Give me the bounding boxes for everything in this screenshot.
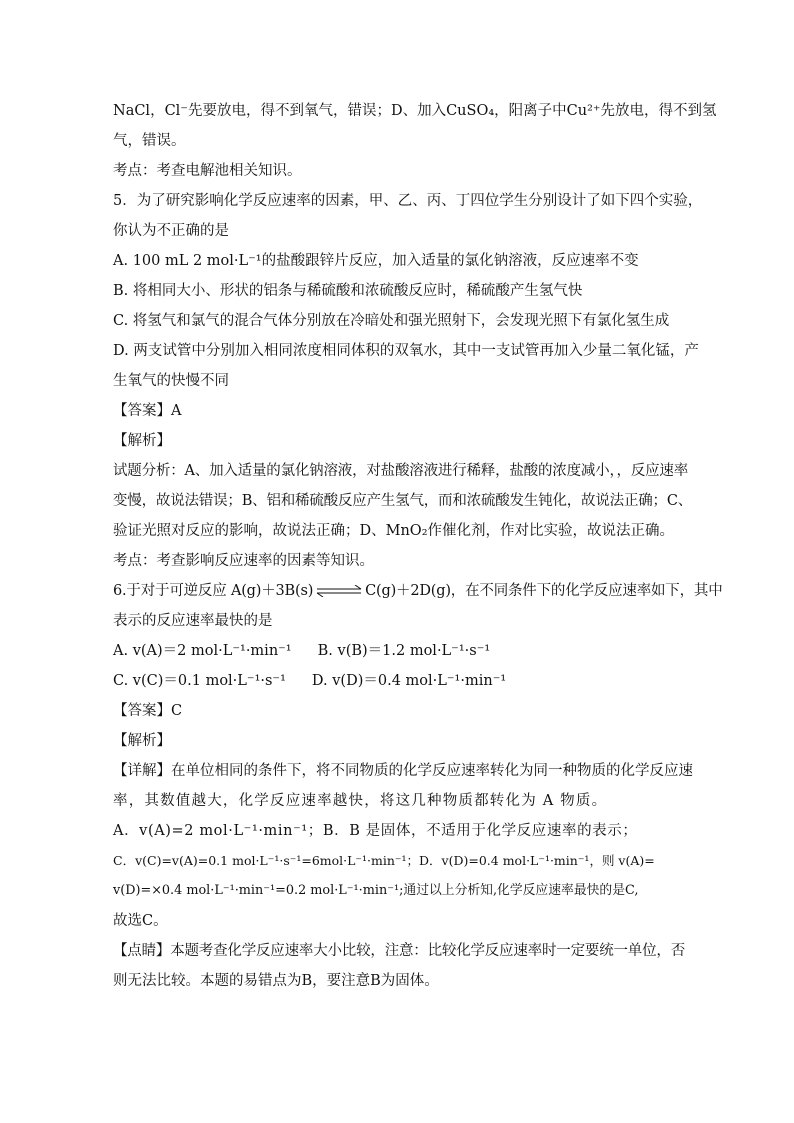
question-6-options-ab <box>113 636 693 666</box>
key-point-text: 则无法比较。本题的易错点为B，要注意B为固体。 <box>113 973 439 989</box>
question-5-option-c: C. 将氢气和氯气的混合气体分别放在冷暗处和强光照射下，会发现光照下有氯化氢生成 <box>113 313 670 329</box>
question-5-option-d: D. 两支试管中分别加入相同浓度相同体积的双氧水，其中一支试管再加入少量二氧化锰，产 <box>113 343 699 359</box>
question-5-stem: 你认为不正确的是 <box>113 223 229 239</box>
detail-text: C．v(C)=v(A)=0.1 mol·L⁻¹·s⁻¹=6mol·L⁻¹·min⁻¹；D．v(D)=0.4 mol·L⁻¹·min⁻¹，则 v(A)= <box>113 853 655 868</box>
analysis-text: 变慢，故说法错误；B、铝和稀硫酸反应产生氢气，而和浓硫酸发生钝化，故说法正确；C、 <box>113 493 693 509</box>
kaodian-line: 考点：考查电解池相关知识。 <box>113 163 302 179</box>
analysis-text: 验证光照对反应的影响，故说法正确；D、MnO₂作催化剂，作对比实验，故说法正确。 <box>113 523 675 539</box>
equilibrium-arrow-icon <box>315 585 363 597</box>
question-6-stem <box>113 576 723 606</box>
analysis-text: 试题分析：A、加入适量的氯化钠溶液，对盐酸溶液进行稀释，盐酸的浓度减小，，反应速率 <box>113 463 689 479</box>
question-5-option-a: A. 100 mL 2 mol·L⁻¹的盐酸跟锌片反应，加入适量的氯化钠溶液，反应速率不变 <box>113 253 639 269</box>
question-6-option-d: D. v(D)＝0.4 mol·L⁻¹·min⁻¹ <box>311 673 507 689</box>
detail-text: 故选C。 <box>113 913 168 929</box>
question-5-stem: 5．为了研究影响化学反应速率的因素，甲、乙、丙、丁四位学生分别设计了如下四个实验， <box>113 193 703 209</box>
analysis-label: 【解析】 <box>113 433 171 449</box>
question-6-option-a: A. v(A)＝2 mol·L⁻¹·min⁻¹ <box>113 643 292 659</box>
kaodian-line: 考点：考查影响反应速率的因素等知识。 <box>113 553 374 569</box>
question-6-stem: 表示的反应速率最快的是 <box>113 613 273 629</box>
document-page <box>113 96 723 996</box>
detail-text: 率，其数值越大，化学反应速率越快，将这几种物质都转化为 A 物质。 <box>113 793 608 809</box>
question-6-option-b: B. v(B)＝1.2 mol·L⁻¹·s⁻¹ <box>317 643 491 659</box>
text-line: NaCl，Cl⁻先要放电，得不到氧气，错误；D、加入CuSO₄，阳离子中Cu²⁺先放电，得不到氢 <box>113 103 717 119</box>
answer-label: 【答案】A <box>113 403 182 419</box>
detail-text: v(D)=×0.4 mol·L⁻¹·min⁻¹=0.2 mol·L⁻¹·min⁻¹;通过以上分析知,化学反应速率最快的是C, <box>113 883 639 898</box>
key-point-text: 【点睛】本题考查化学反应速率大小比较，注意：比较化学反应速率时一定要统一单位，否 <box>113 943 685 959</box>
text-line: 气，错误。 <box>113 133 186 149</box>
question-6-stem-part1: 6.于对于可逆反应 A(g)＋3B(s) <box>113 583 314 599</box>
detail-text: 【详解】在单位相同的条件下，将不同物质的化学反应速率转化为同一种物质的化学反应速 <box>113 763 693 779</box>
detail-text: A．v(A)=2 mol·L⁻¹·min⁻¹；B．B 是固体，不适用于化学反应速率的表示； <box>113 823 638 839</box>
question-5-option-d: 生氧气的快慢不同 <box>113 373 229 389</box>
question-6-options-cd <box>113 666 693 696</box>
analysis-label: 【解析】 <box>113 733 171 749</box>
question-5-option-b: B. 将相同大小、形状的铝条与稀硫酸和浓硫酸反应时，稀硫酸产生氢气快 <box>113 283 583 299</box>
answer-label: 【答案】C <box>113 703 183 719</box>
question-6-stem-part2: C(g)＋2D(g)，在不同条件下的化学反应速率如下，其中 <box>365 583 723 599</box>
question-6-option-c: C. v(C)＝0.1 mol·L⁻¹·s⁻¹ <box>113 673 286 689</box>
